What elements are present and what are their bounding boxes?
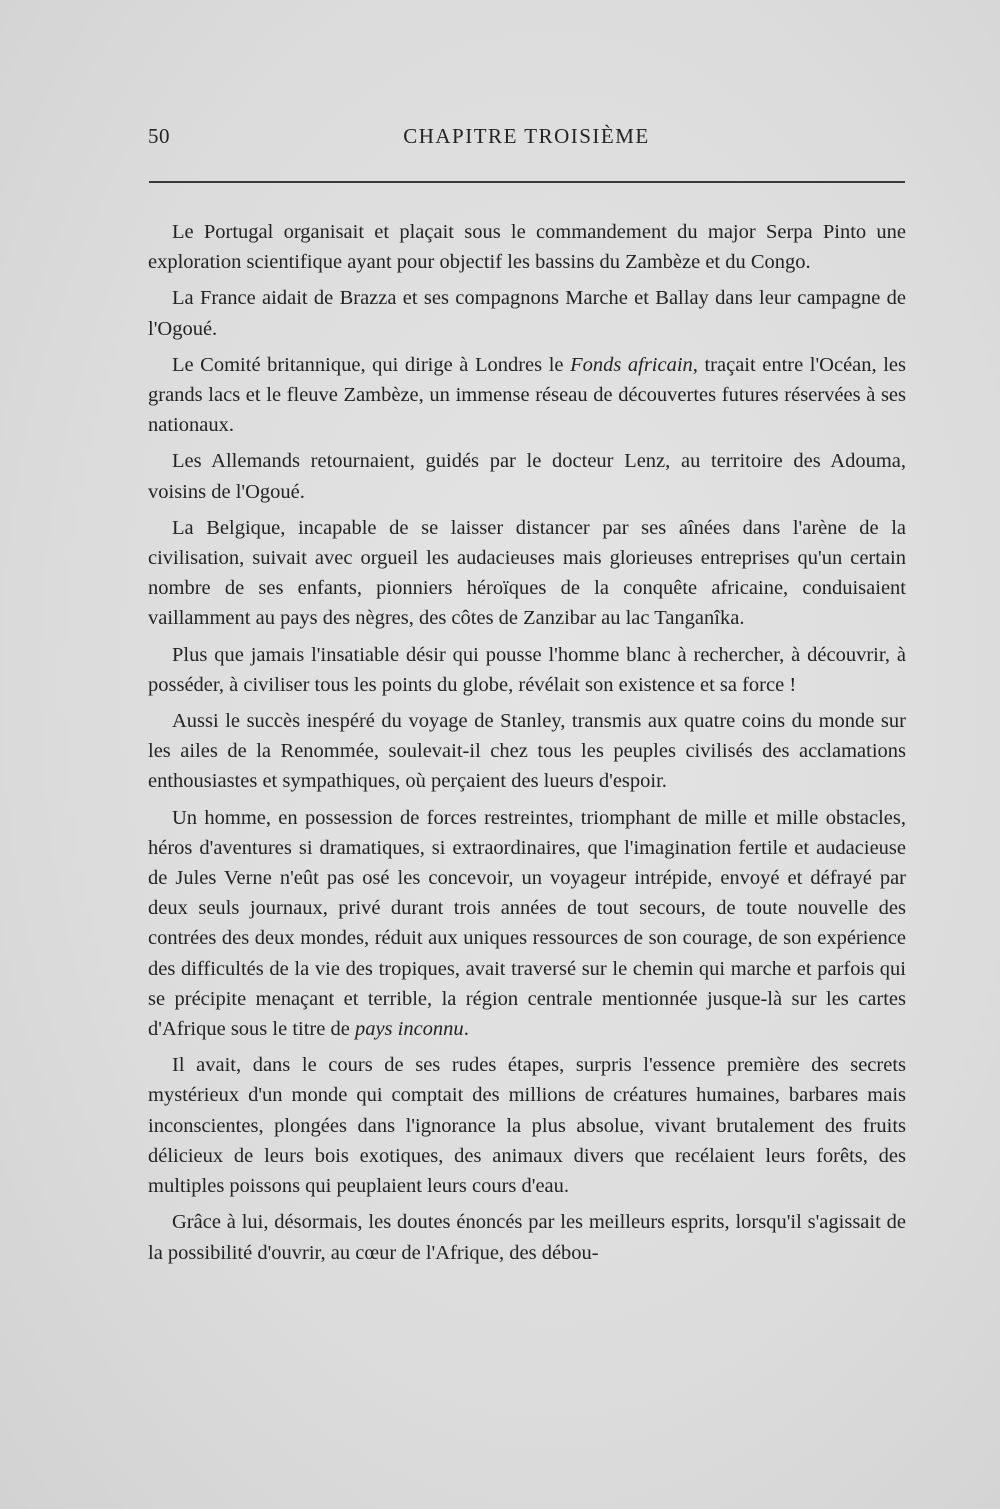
page-number: 50 bbox=[148, 124, 170, 148]
paragraph: Les Allemands retournaient, guidés par le docteur Lenz, au territoire des Adouma, voisins de l'Ogoué. bbox=[148, 450, 906, 503]
paragraph: Il avait, dans le cours de ses rudes étapes, surpris l'essence première des secrets mystérieux d'un monde qui comptait des millions de créatures humaines, barbares mais inconscientes, plongées dans l'ignorance la plus absolue, vivant brutalement des fruits délicieux de leurs bois exotiques, des animaux divers que recélaient leurs forêts, des multiples poissons qui peuplaient leurs cours d'eau. bbox=[148, 1054, 906, 1198]
page-header bbox=[148, 124, 905, 154]
header-rule bbox=[149, 181, 905, 183]
body-text bbox=[148, 217, 906, 1274]
paragraph: La France aidait de Brazza et ses compagnons Marche et Ballay dans leur campagne de l'Ogoué. bbox=[148, 287, 906, 340]
paragraph-text: Un homme, en possession de forces restreintes, triomphant de mille et mille obstacles, héros d'aventures si dramatiques, si extraordinaires, que l'imagination fertile et audacieuse de Jules Verne n'eût pas osé les concevoir, un voyageur intrépide, envoyé et défrayé par deux seuls journaux, privé durant trois années de tout secours, de toute nouvelle des contrées des deux mondes, réduit aux uniques ressources de son courage, de son expérience des difficultés de la vie des tropiques, avait traversé sur le chemin qui marche et parfois qui se précipite menaçant et terrible, la région centrale mentionnée jusque-là sur les cartes d'Afrique sous le titre de bbox=[148, 806, 906, 1041]
paragraph: La Belgique, incapable de se laisser distancer par ses aînées dans l'arène de la civilisation, suivait avec orgueil les audacieuses mais glorieuses entreprises qu'un certain nombre de ses enfants, pionniers héroïques de la conquête africaine, conduisaient vaillamment au pays des nègres, des côtes de Zanzibar au lac Tanganîka. bbox=[148, 516, 906, 630]
paragraph: Plus que jamais l'insatiable désir qui pousse l'homme blanc à rechercher, à découvrir, à posséder, à civiliser tous les points du globe, révélait son existence et sa force ! bbox=[148, 643, 906, 696]
paragraph bbox=[148, 350, 906, 441]
paragraph bbox=[148, 803, 906, 1045]
paragraph-text: , traçait entre l'Océan, les grands lacs et le fleuve Zambèze, un immense réseau de découvertes futures réservées à ses nationaux. bbox=[148, 353, 906, 437]
paragraph-text: Le Comité britannique, qui dirige à Londres le bbox=[172, 353, 571, 376]
running-title: CHAPITRE TROISIÈME bbox=[403, 124, 650, 148]
italic-term: pays inconnu bbox=[354, 1018, 464, 1041]
paragraph: Le Portugal organisait et plaçait sous le commandement du major Serpa Pinto une exploration scientifique ayant pour objectif les bassins du Zambèze et du Congo. bbox=[148, 221, 906, 274]
paragraph: Aussi le succès inespéré du voyage de Stanley, transmis aux quatre coins du monde sur les ailes de la Renommée, soulevait-il chez tous les peuples civilisés des acclamations enthousiastes et sympathiques, où perçaient des lueurs d'espoir. bbox=[148, 710, 906, 793]
italic-title: Fonds africain bbox=[570, 353, 693, 376]
paragraph: Grâce à lui, désormais, les doutes énoncés par les meilleurs esprits, lorsqu'il s'agissait de la possibilité d'ouvrir, au cœur de l'Afrique, des débou- bbox=[148, 1211, 906, 1264]
paragraph-text: . bbox=[463, 1018, 469, 1041]
